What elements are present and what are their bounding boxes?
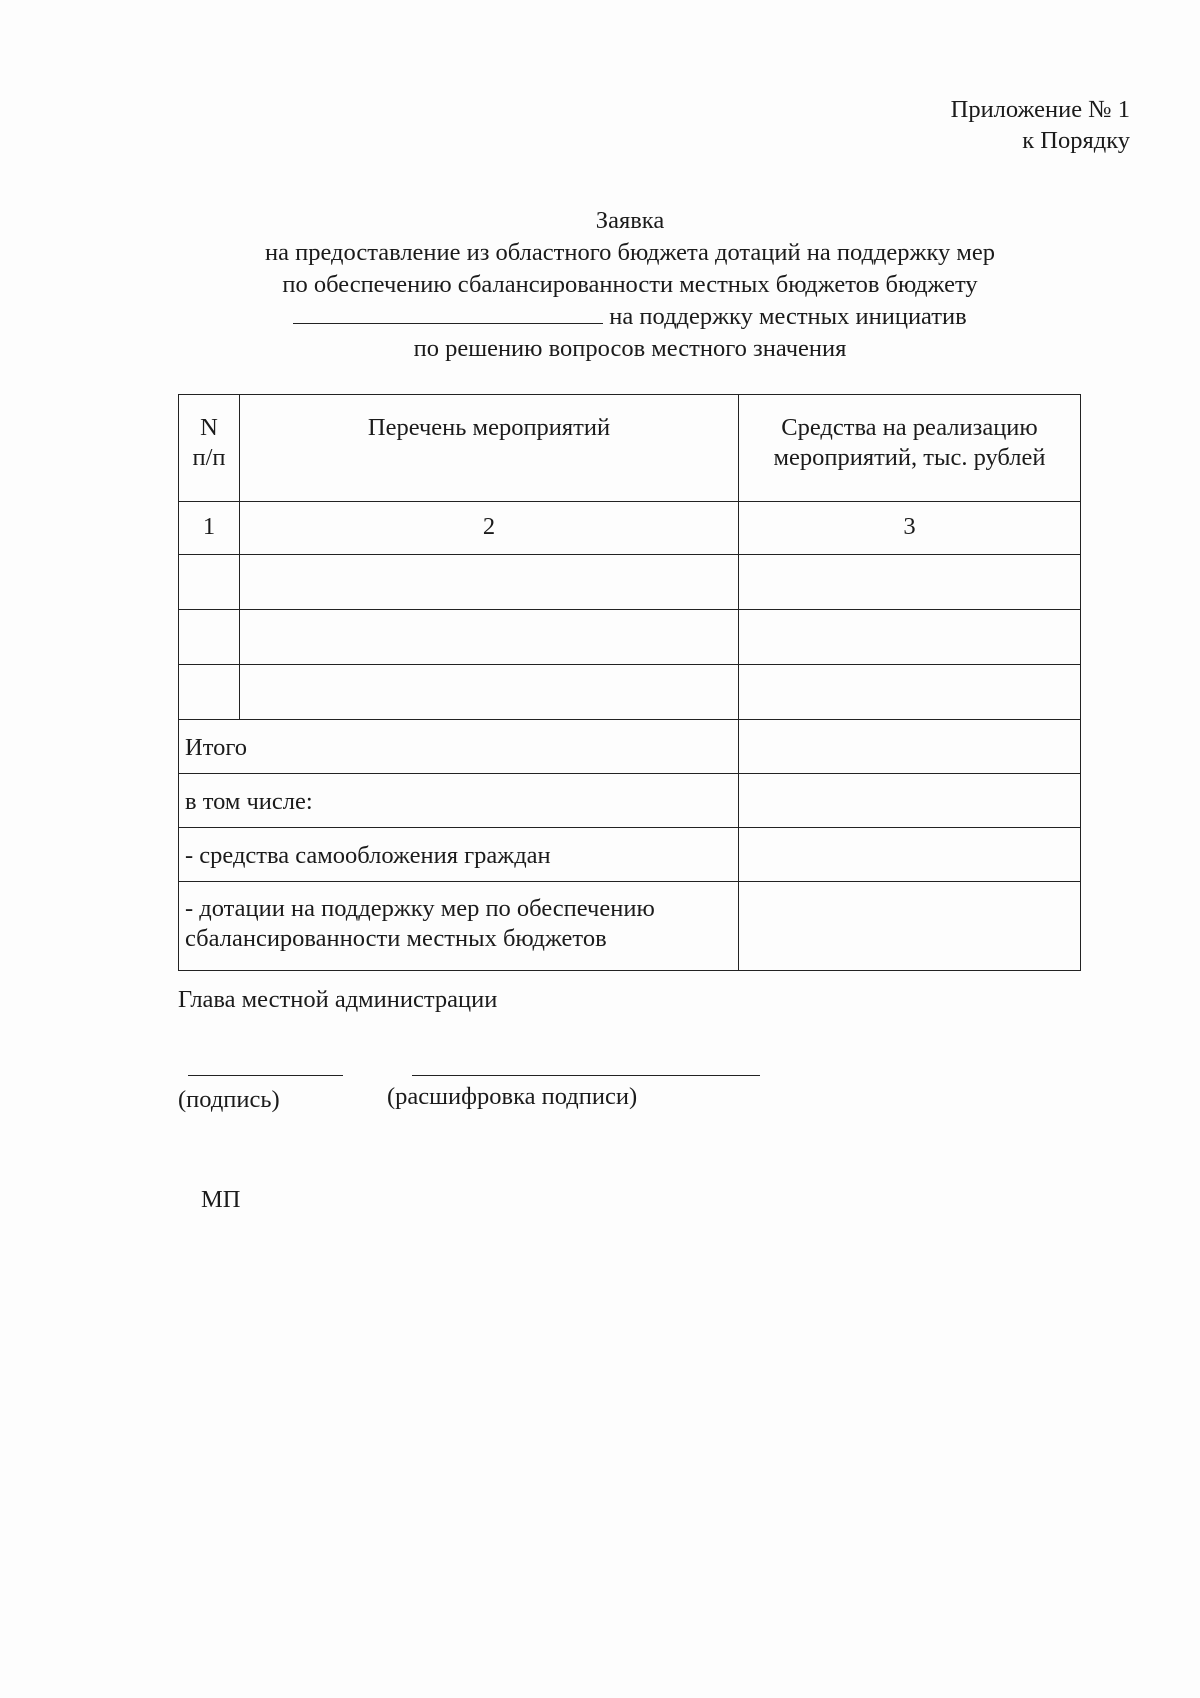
self-taxation-value-cell[interactable] bbox=[739, 828, 1081, 882]
document-title bbox=[180, 205, 1080, 365]
subsidy-value-cell[interactable] bbox=[739, 882, 1081, 971]
title-line-1: Заявка bbox=[595, 207, 665, 234]
self-taxation-label-cell bbox=[179, 828, 739, 882]
including-row bbox=[179, 774, 1081, 828]
subsidy-label-line-2: сбалансированности местных бюджетов bbox=[185, 925, 607, 952]
column-number-row bbox=[179, 502, 1081, 555]
empty-cell[interactable] bbox=[179, 555, 240, 610]
header-funds-line-2: мероприятий, тыс. рублей bbox=[773, 444, 1046, 471]
title-line-2: на предоставление из областного бюджета дотаций на поддержку мер bbox=[264, 239, 996, 266]
column-number-cell bbox=[179, 502, 240, 555]
column-number-cell bbox=[240, 502, 739, 555]
column-number-1: 1 bbox=[202, 513, 216, 540]
signature-caption: (подпись) bbox=[178, 1086, 280, 1113]
empty-cell[interactable] bbox=[179, 610, 240, 665]
stamp-place-label: МП bbox=[201, 1186, 241, 1213]
title-line-5: по решению вопросов местного значения bbox=[413, 335, 847, 362]
total-value-cell[interactable] bbox=[739, 720, 1081, 774]
header-number-line-1: N bbox=[200, 414, 218, 441]
empty-cell[interactable] bbox=[739, 665, 1081, 720]
subsidy-label-line-1: - дотации на поддержку мер по обеспечению bbox=[185, 895, 655, 922]
title-line-4 bbox=[180, 301, 1080, 333]
empty-cell[interactable] bbox=[240, 555, 739, 610]
head-of-administration-label: Глава местной администрации bbox=[178, 986, 498, 1013]
including-label-cell bbox=[179, 774, 739, 828]
including-value-cell[interactable] bbox=[739, 774, 1081, 828]
total-label-cell bbox=[179, 720, 739, 774]
table-row bbox=[179, 665, 1081, 720]
header-funds-cell bbox=[739, 395, 1081, 502]
header-measures-cell bbox=[240, 395, 739, 502]
table-header-row bbox=[179, 395, 1081, 502]
empty-cell[interactable] bbox=[739, 555, 1081, 610]
header-number-cell bbox=[179, 395, 240, 502]
header-funds-line-1: Средства на реализацию bbox=[781, 414, 1038, 441]
signature-line[interactable] bbox=[188, 1075, 343, 1076]
subsidy-row bbox=[179, 882, 1081, 971]
including-label: в том числе: bbox=[185, 788, 313, 815]
empty-cell[interactable] bbox=[240, 665, 739, 720]
table-row bbox=[179, 555, 1081, 610]
measures-table bbox=[178, 394, 1081, 971]
signature-decoding-line[interactable] bbox=[412, 1075, 760, 1076]
empty-cell[interactable] bbox=[179, 665, 240, 720]
empty-cell[interactable] bbox=[739, 610, 1081, 665]
self-taxation-label: - средства самообложения граждан bbox=[185, 842, 551, 869]
total-row bbox=[179, 720, 1081, 774]
column-number-3: 3 bbox=[903, 513, 916, 540]
header-measures-label: Перечень мероприятий bbox=[367, 414, 611, 441]
appendix-number: Приложение № 1 bbox=[950, 96, 1130, 123]
title-line-3: по обеспечению сбалансированности местных бюджетов бюджету bbox=[282, 271, 978, 298]
table-row bbox=[179, 610, 1081, 665]
title-line-4-text: на поддержку местных инициатив bbox=[609, 303, 967, 330]
municipality-blank-line bbox=[293, 322, 603, 324]
total-label: Итого bbox=[185, 734, 248, 761]
empty-cell[interactable] bbox=[240, 610, 739, 665]
signature-decoding-caption: (расшифровка подписи) bbox=[387, 1083, 638, 1110]
header-number-line-2: п/п bbox=[192, 444, 226, 471]
self-taxation-row bbox=[179, 828, 1081, 882]
subsidy-label-cell bbox=[179, 882, 739, 971]
column-number-2: 2 bbox=[482, 513, 496, 540]
column-number-cell bbox=[739, 502, 1081, 555]
appendix-reference: к Порядку bbox=[1022, 127, 1130, 154]
